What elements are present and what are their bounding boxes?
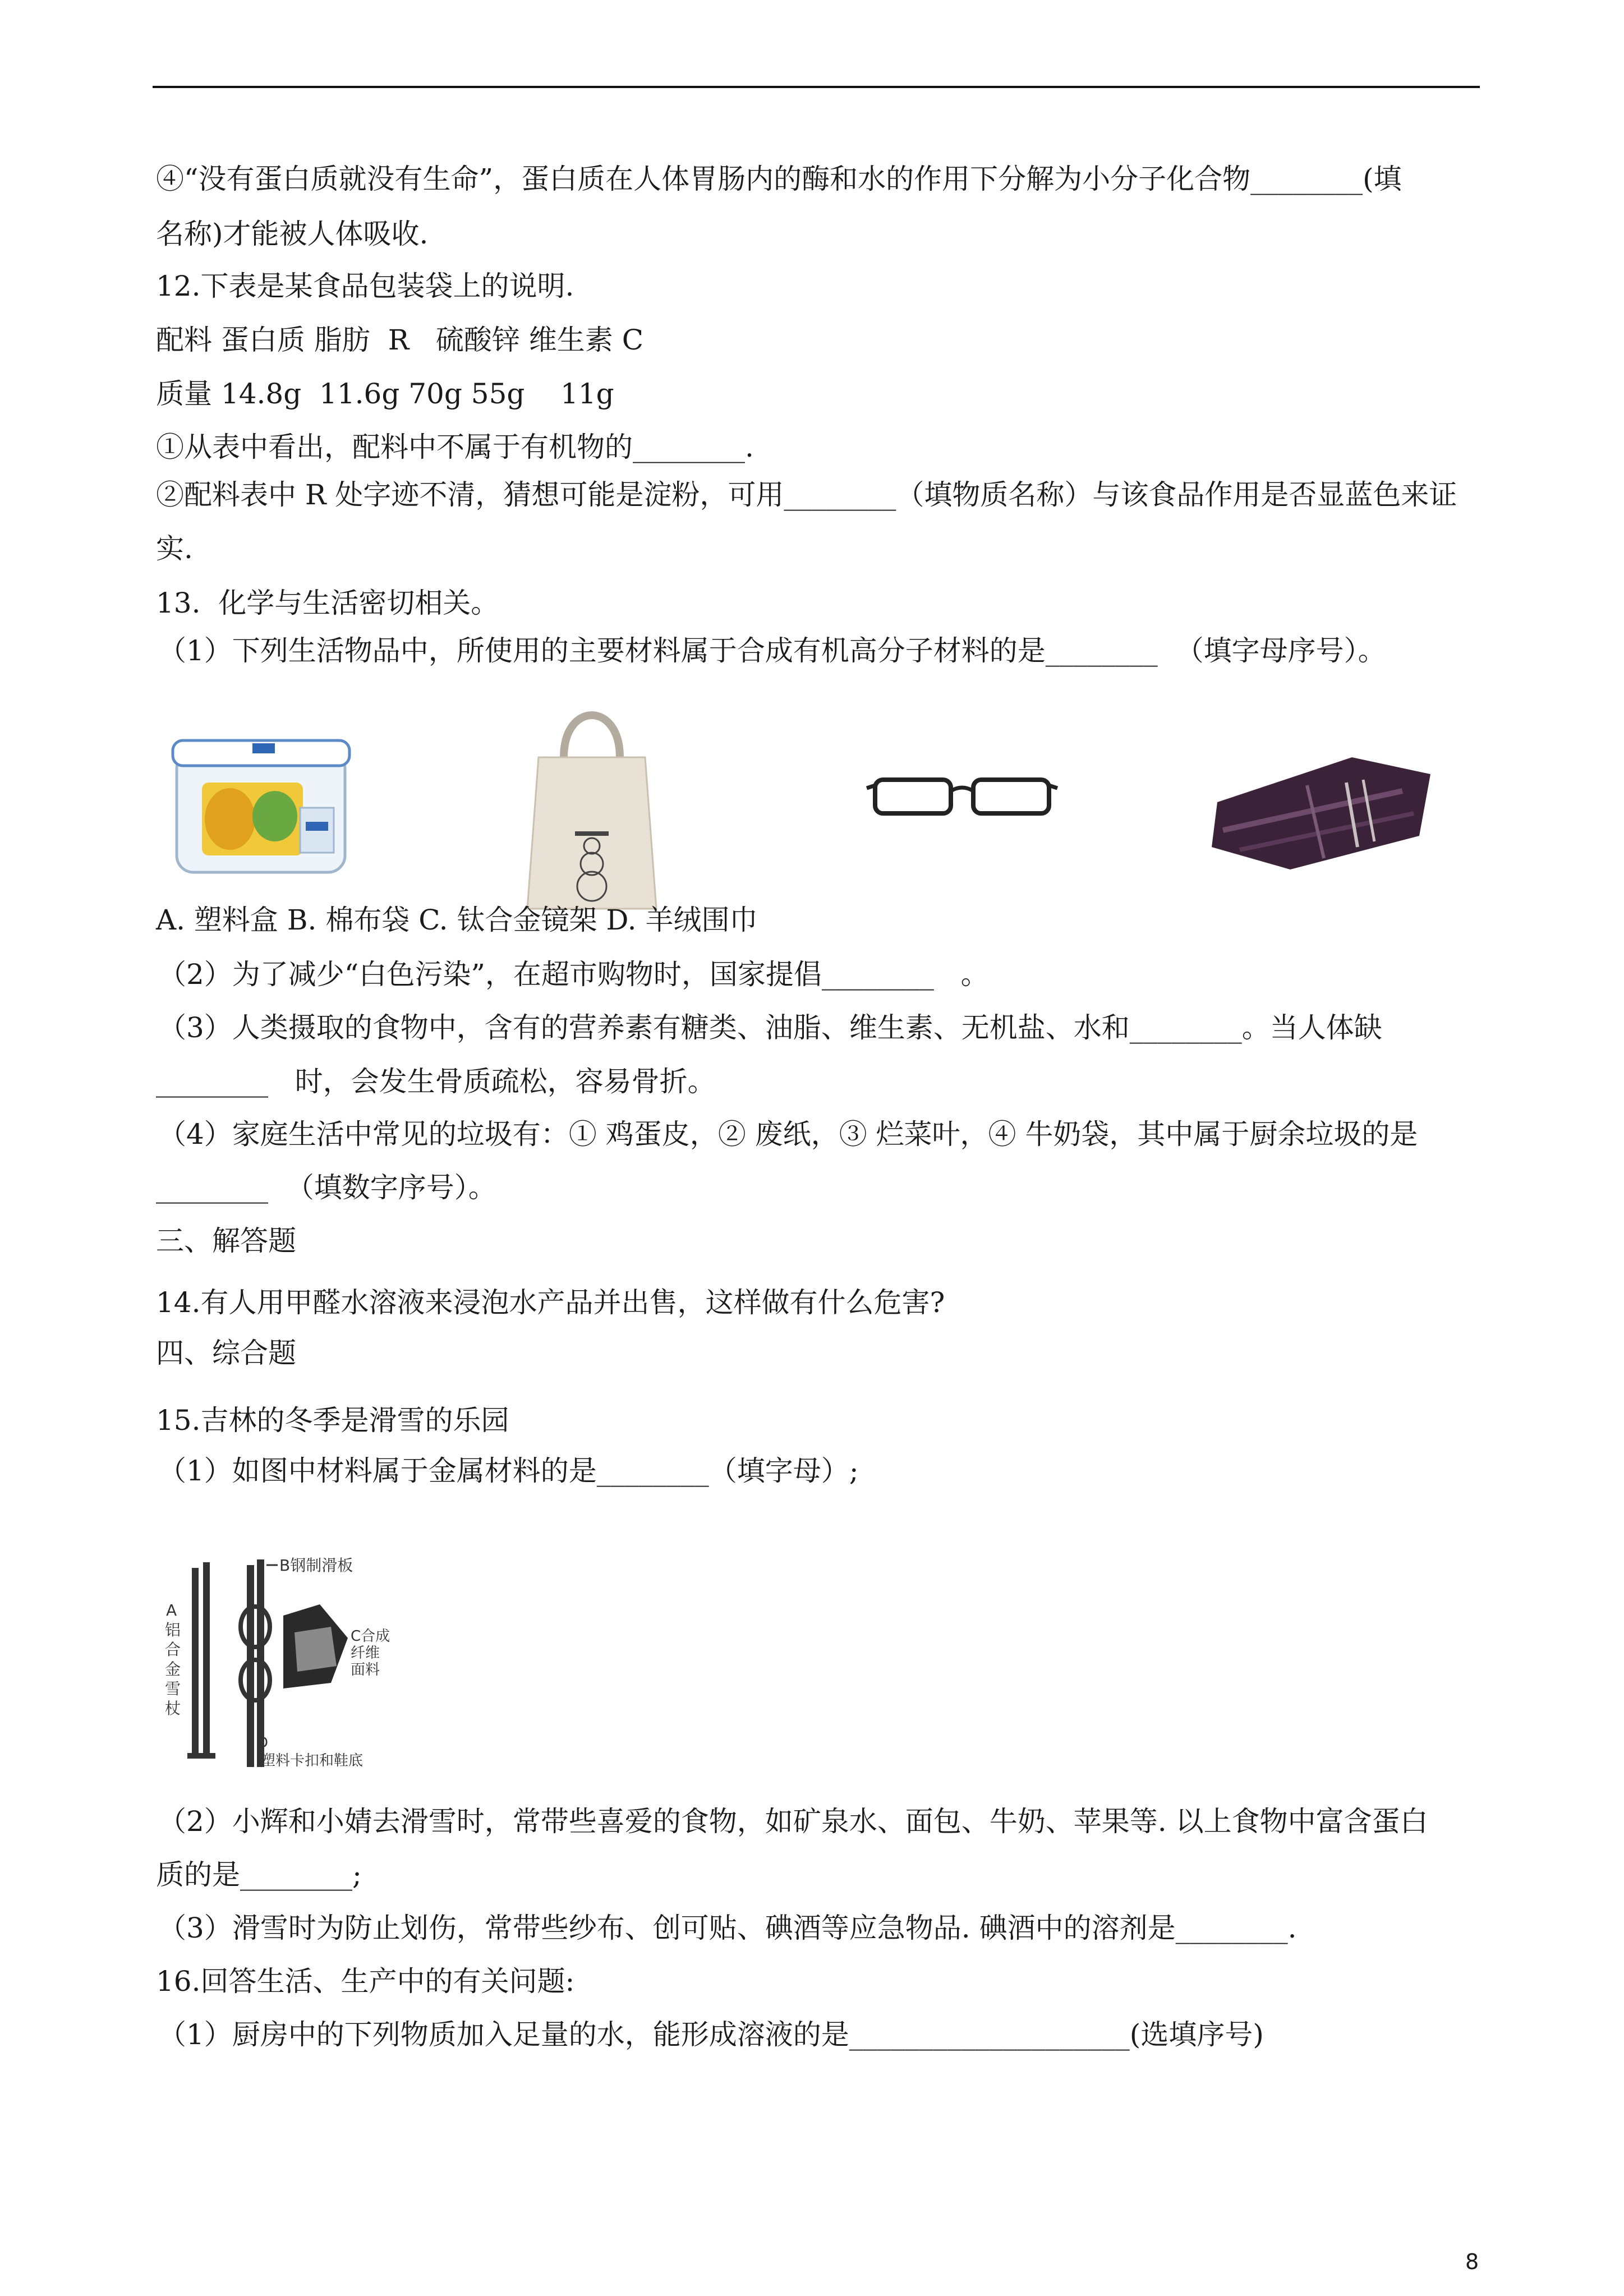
q11-item4-line2: 名称)才能被人体吸收. xyxy=(156,218,429,250)
ski-label-a4: 金 xyxy=(165,1660,181,1678)
ski-label-c1: C合成 xyxy=(351,1628,390,1645)
q14: 14.有人用甲醛水溶液来浸泡水产品并出售，这样做有什么危害? xyxy=(156,1286,945,1319)
q15-part2: （2）小辉和小婧去滑雪时，常带些喜爱的食物，如矿泉水、面包、牛奶、苹果等. 以上食物中富含蛋白 xyxy=(158,1805,1428,1838)
q13-part4-cont: ________ （填数字序号）。 xyxy=(156,1171,496,1204)
q13-part2: （2）为了减少“白色污染”，在超市购物时，国家提倡________ 。 xyxy=(158,958,989,991)
ski-label-a6: 杖 xyxy=(165,1699,181,1718)
q13-part1: （1）下列生活物品中，所使用的主要材料属于合成有机高分子材料的是________ （填字母序号）。 xyxy=(158,634,1386,667)
section-4-heading: 四、综合题 xyxy=(156,1337,296,1369)
ski-label-a1: A xyxy=(166,1601,177,1619)
q11-item4-line1: ④“没有蛋白质就没有生命”，蛋白质在人体胃肠内的酶和水的作用下分解为小分子化合物________(填 xyxy=(156,163,1402,195)
q13-part3: （3）人类摄取的食物中，含有的营养素有糖类、油脂、维生素、无机盐、水和________。当人体缺 xyxy=(158,1011,1382,1044)
ski-label-a5: 雪 xyxy=(165,1680,181,1698)
q15-part2-cont: 质的是________; xyxy=(156,1858,362,1891)
ski-label-d1: D xyxy=(257,1734,269,1751)
ski-label-a3: 合 xyxy=(165,1640,181,1659)
q12-table-row-mass: 质量 14.8g 11.6g 70g 55g 11g xyxy=(156,378,614,410)
plastic-box-image xyxy=(168,724,359,892)
q13-part4: （4）家庭生活中常见的垃圾有：① 鸡蛋皮，② 废纸，③ 烂菜叶，④ 牛奶袋，其中属于厨余垃圾的是 xyxy=(158,1118,1418,1151)
header-rule xyxy=(153,86,1480,88)
q12-table-row-ingredients: 配料 蛋白质 脂肪 R 硫酸锌 维生素 C xyxy=(156,324,643,356)
ski-equipment-figure xyxy=(163,1554,421,1778)
ski-label-b: B钢制滑板 xyxy=(279,1556,353,1575)
q15-part1: （1）如图中材料属于金属材料的是________（填字母）; xyxy=(158,1455,859,1487)
q15-part3: （3）滑雪时为防止划伤，常带些纱布、创可贴、碘酒等应急物品. 碘酒中的溶剂是________. xyxy=(158,1912,1297,1944)
q12-subquestion-2-cont: 实. xyxy=(156,532,193,565)
scarf-image xyxy=(1206,752,1442,875)
cotton-bag-image xyxy=(516,696,668,914)
q15-title: 15.吉林的冬季是滑雪的乐园 xyxy=(156,1404,509,1437)
ski-label-c2: 纤维 xyxy=(351,1645,380,1662)
q16-part1: （1）厨房中的下列物质加入足量的水，能形成溶液的是____________________(选填序号) xyxy=(158,2018,1264,2051)
ski-label-a2: 铝 xyxy=(165,1621,181,1639)
q13-title: 13. 化学与生活密切相关。 xyxy=(156,587,499,619)
q12-title: 12.下表是某食品包装袋上的说明. xyxy=(156,270,574,302)
q13-part3-cont: ________ 时，会发生骨质疏松，容易骨折。 xyxy=(156,1065,716,1098)
ski-label-c3: 面料 xyxy=(351,1662,380,1678)
page-number: 8 xyxy=(1465,2249,1479,2274)
q12-subquestion-2: ②配料表中 R 处字迹不清，猜想可能是淀粉，可用________（填物质名称）与该食品作用是否显蓝色来证 xyxy=(156,478,1457,511)
glasses-image xyxy=(864,769,1060,836)
q12-subquestion-1: ①从表中看出，配料中不属于有机物的________. xyxy=(156,431,754,463)
ski-label-d2: 塑料卡扣和鞋底 xyxy=(261,1752,364,1769)
q13-options: A. 塑料盒 B. 棉布袋 C. 钛合金镜架 D. 羊绒围巾 xyxy=(156,904,758,936)
q16-title: 16.回答生活、生产中的有关问题: xyxy=(156,1965,575,1998)
section-3-heading: 三、解答题 xyxy=(156,1225,296,1257)
